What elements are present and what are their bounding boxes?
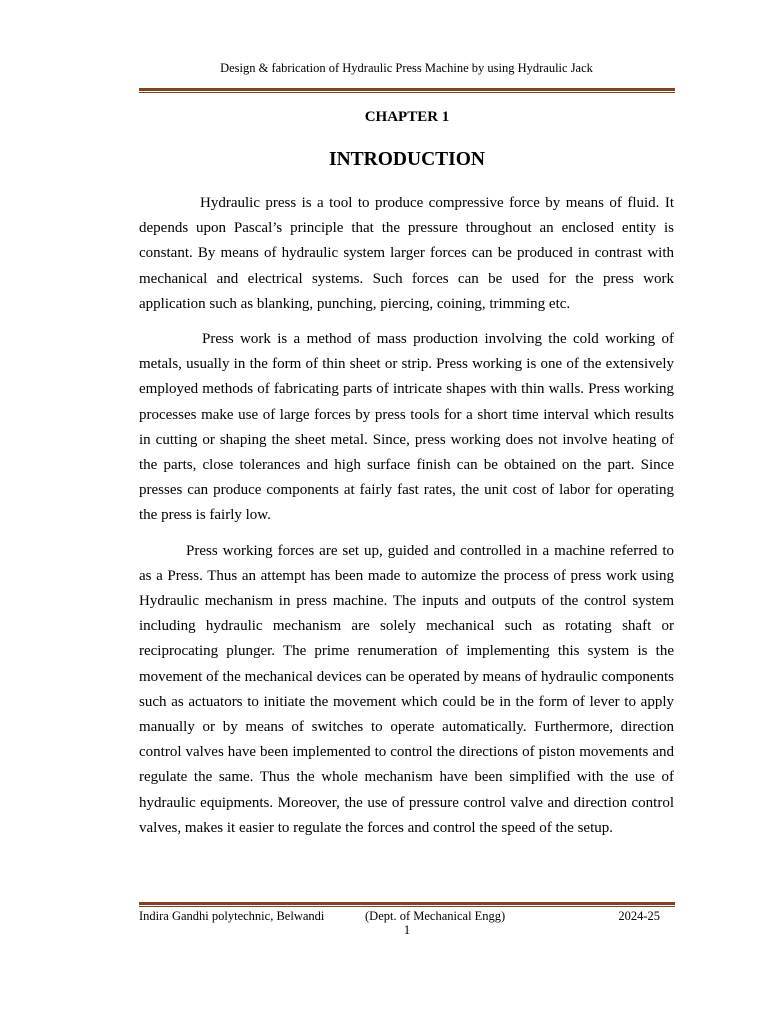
chapter-title: INTRODUCTION (328, 149, 486, 170)
paragraph: Press work is a method of mass production involving the cold working of metals, usually in the form of thin sheet or strip. Press working is one of the extensively employed methods of fabricating parts of intricate shapes with thin walls. Press working processes make use of large forces by press tools for a short time interval which results in cutting or shaping the sheet metal. Since, press working does not involve heating of the parts, close tolerances and high surface finish can be obtained on the part. Since presses can produce components at fairly fast rates, the unit cost of labor for operating the press is fairly low. (139, 331, 674, 524)
header-rule (139, 88, 675, 93)
chapter-label: CHAPTER 1 (364, 109, 450, 125)
running-header: Design & fabrication of Hydraulic Press Machine by using Hydraulic Jack (220, 61, 593, 75)
footer-department: (Dept. of Mechanical Engg) (365, 909, 506, 923)
footer-institution: Indira Gandhi polytechnic, Belwandi (139, 909, 325, 923)
paragraph: Hydraulic press is a tool to produce compressive force by means of fluid. It depends upon Pascal’s principle that the pressure throughout an enclosed entity is constant. By means of hydraulic system larger forces can be produced in contrast with mechanical and electrical systems. Such forces can be used for the press work application such as blanking, punching, piercing, coining, trimming etc. (139, 195, 674, 312)
footer-year: 2024-25 (618, 909, 660, 923)
body-text (139, 191, 674, 841)
page-number: 1 (403, 923, 411, 937)
paragraph: Press working forces are set up, guided and controlled in a machine referred to as a Press. Thus an attempt has been made to automize the process of press work using Hydraulic mechanism in press machine. The inputs and outputs of the control system including hydraulic mechanism are solely mechanical such as rotating shaft or reciprocating plunger. The prime renumeration of implementing this system is the movement of the mechanical devices can be operated by means of hydraulic components such as actuators to initiate the movement which could be in the form of lever to apply manually or by means of switches to operate automatically. Furthermore, direction control valves have been implemented to control the directions of piston movements and regulate the same. Thus the whole mechanism have been simplified with the use of hydraulic equipments. Moreover, the use of pressure control valve and direction control valves, makes it easier to regulate the forces and control the speed of the setup. (139, 542, 674, 836)
footer-rule (139, 902, 675, 907)
